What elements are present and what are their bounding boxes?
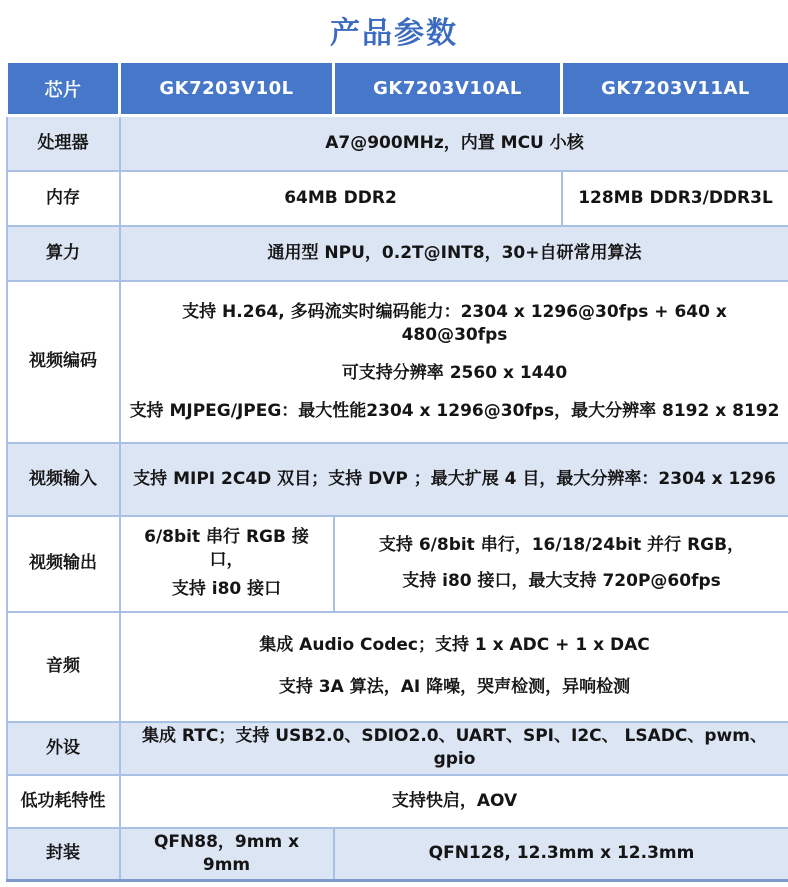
video-output-serial-lines bbox=[129, 521, 325, 607]
row-npu bbox=[7, 226, 788, 281]
row-memory bbox=[7, 171, 788, 226]
cell-peripherals: 集成 RTC；支持 USB2.0、SDIO2.0、UART、SPI、I2C、 LSADC、pwm、gpio bbox=[120, 722, 788, 775]
cell-line: 支持 6/8bit 串行，16/18/24bit 并行 RGB， bbox=[378, 534, 745, 555]
header-chip-gk7203v10al: GK7203V10AL bbox=[334, 62, 562, 116]
row-label-video-output: 视频输出 bbox=[7, 516, 120, 612]
row-label-video-input: 视频输入 bbox=[7, 443, 120, 516]
cell-line: 支持 3A 算法，AI 降噪，哭声检测，异响检测 bbox=[278, 676, 631, 697]
row-video-input bbox=[7, 443, 788, 516]
cell-package-qfn88: QFN88，9mm x 9mm bbox=[120, 828, 334, 881]
cell-line: 支持 i80 接口，最大支持 720P@60fps bbox=[402, 571, 721, 592]
audio-lines bbox=[129, 616, 781, 718]
header-chip-gk7203v10l: GK7203V10L bbox=[120, 62, 334, 116]
row-low-power bbox=[7, 775, 788, 828]
video-encoding-lines bbox=[129, 286, 781, 438]
row-label-memory: 内存 bbox=[7, 171, 120, 226]
cell-line: 集成 Audio Codec；支持 1 x ADC + 1 x DAC bbox=[259, 635, 650, 656]
row-label-audio: 音频 bbox=[7, 612, 120, 722]
cell-processor: A7@900MHz，内置 MCU 小核 bbox=[120, 116, 788, 171]
cell-line: 可支持分辨率 2560 x 1440 bbox=[341, 362, 568, 383]
cell-low-power: 支持快启，AOV bbox=[120, 775, 788, 828]
cell-line: 支持 H.264, 多码流实时编码能力：2304 x 1296@30fps + 640 x 480@30fps bbox=[182, 301, 727, 345]
cell-memory-ddr2: 64MB DDR2 bbox=[120, 171, 562, 226]
page-title: 产品参数 bbox=[330, 16, 458, 51]
cell-audio bbox=[120, 612, 788, 722]
row-label-npu: 算力 bbox=[7, 226, 120, 281]
cell-package-qfn128: QFN128, 12.3mm x 12.3mm bbox=[334, 828, 788, 881]
row-label-processor: 处理器 bbox=[7, 116, 120, 171]
header-chip-label: 芯片 bbox=[7, 62, 120, 116]
row-label-peripherals: 外设 bbox=[7, 722, 120, 775]
cell-video-output-parallel bbox=[334, 516, 788, 612]
row-audio bbox=[7, 612, 788, 722]
row-label-package: 封装 bbox=[7, 828, 120, 881]
row-processor bbox=[7, 116, 788, 171]
spec-table bbox=[5, 60, 788, 882]
row-video-encoding bbox=[7, 281, 788, 443]
cell-memory-ddr3: 128MB DDR3/DDR3L bbox=[562, 171, 788, 226]
cell-video-encoding bbox=[120, 281, 788, 443]
cell-video-input: 支持 MIPI 2C4D 双目；支持 DVP ；最大扩展 4 目，最大分辨率：2304 x 1296 bbox=[120, 443, 788, 516]
row-label-video-encoding: 视频编码 bbox=[7, 281, 120, 443]
row-video-output bbox=[7, 516, 788, 612]
row-package bbox=[7, 828, 788, 881]
cell-video-output-serial bbox=[120, 516, 334, 612]
cell-line: 6/8bit 串行 RGB 接口， bbox=[144, 527, 309, 571]
header-chip-gk7203v11al: GK7203V11AL bbox=[562, 62, 788, 116]
cell-line: 支持 MJPEG/JPEG：最大性能2304 x 1296@30fps，最大分辨率 8192 x 8192 bbox=[129, 400, 780, 421]
video-output-parallel-lines bbox=[343, 521, 781, 607]
cell-line: 支持 i80 接口 bbox=[171, 578, 282, 599]
row-peripherals bbox=[7, 722, 788, 775]
cell-npu: 通用型 NPU，0.2T@INT8，30+自研常用算法 bbox=[120, 226, 788, 281]
row-label-low-power: 低功耗特性 bbox=[7, 775, 120, 828]
table-header-row bbox=[7, 62, 788, 116]
